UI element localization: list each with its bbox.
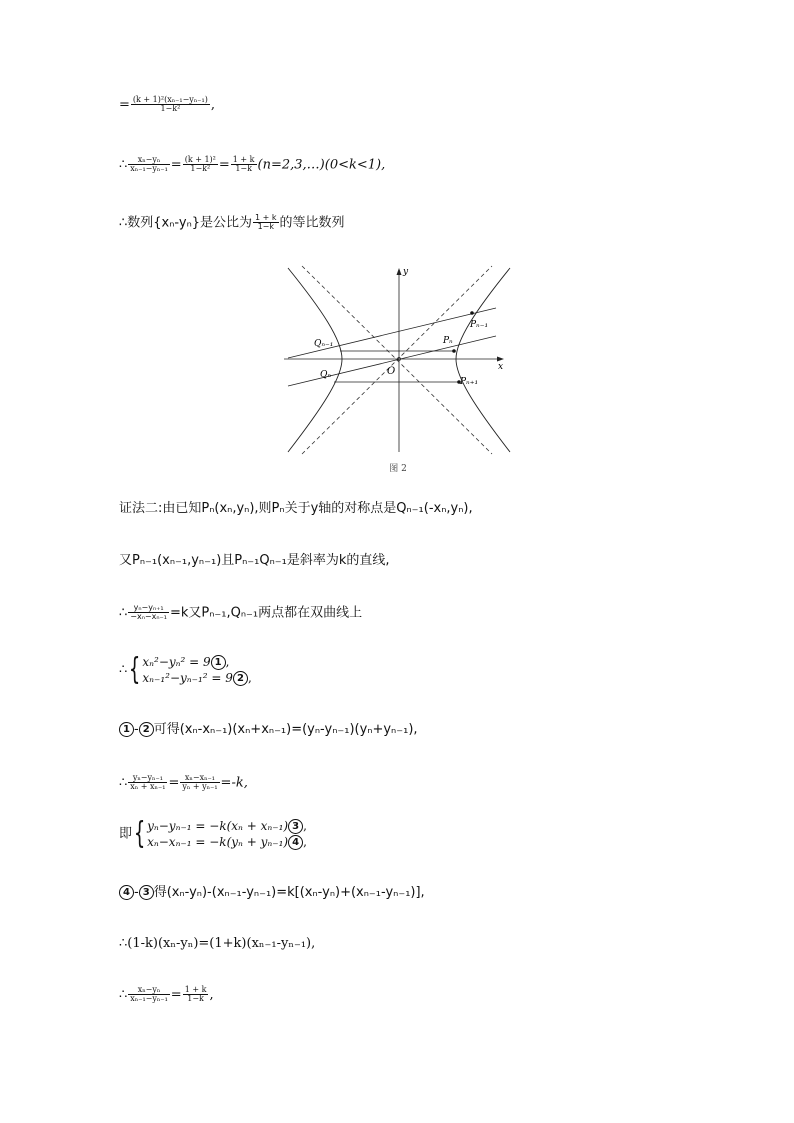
x-axis-arrow: [497, 357, 504, 362]
label-origin: O: [387, 366, 396, 377]
left-brace: {: [129, 652, 141, 688]
fraction-right: $\frac{\text{xₙ−xₙ₋₁}}{\text{yₙ + yₙ₋₁}}$: [182, 773, 218, 792]
slope-statement-line: 又Pₙ₋₁(xₙ₋₁,yₙ₋₁)且Pₙ₋₁Qₙ₋₁是斜率为k的直线,: [119, 553, 390, 568]
point-p-n: [452, 349, 456, 353]
hyperbola-system-line: ∴{ xₙ²−yₙ² = 9 1 , xₙ₋₁²−yₙ₋₁² = 9 2 ,: [119, 652, 252, 688]
final-ratio-line: ∴ $\frac{\text{xₙ−yₙ}}{\text{xₙ₋₁−yₙ₋₁}}$ = $\frac{1 + k}{1-k}$ ,: [119, 985, 214, 1004]
fraction-left: $\frac{\text{xₙ−yₙ}}{\text{xₙ₋₁−yₙ₋₁}}$: [130, 985, 168, 1004]
circled-number-1: 1: [211, 655, 226, 670]
label-x: x: [498, 362, 504, 372]
label-p-n-minus-1: Pₙ₋₁: [470, 320, 489, 330]
left-brace: {: [133, 816, 146, 852]
factored-line: ∴(1-k)(xₙ-yₙ)=(1+k)(xₙ₋₁-yₙ₋₁),: [119, 936, 316, 951]
fraction-right: $\frac{1 + k}{1-k}$: [184, 985, 207, 1004]
slope-fraction: $\frac{\text{yₙ−yₙ₊₁}}{\text{−xₙ−xₙ₋₁}}$: [130, 603, 167, 622]
equation-system: xₙ²−yₙ² = 9 1 , xₙ₋₁²−yₙ₋₁² = 9 2 ,: [142, 655, 252, 686]
point-p-n-minus-1: [470, 311, 474, 315]
label-q-n: Qₙ: [320, 370, 332, 380]
difference-line: 4 - 3 得(xₙ-yₙ)-(xₙ₋₁-yₙ₋₁)=k[(xₙ-yₙ)+(xₙ₋₁-yₙ₋₁)],: [119, 885, 425, 900]
fraction-left: $\frac{\text{xₙ−yₙ}}{\text{xₙ₋₁−yₙ₋₁}}$: [130, 155, 168, 174]
label-p-n-plus-1: Pₙ₊₁: [460, 377, 479, 387]
label-q-n-minus-1: Qₙ₋₁: [314, 339, 334, 349]
therefore-sign: ∴: [119, 157, 128, 173]
y-axis-arrow: [397, 268, 402, 275]
line-q-n1-p-n1: [288, 308, 496, 358]
circled-number-1: 1: [119, 722, 134, 737]
hyperbola-left-branch: [288, 268, 342, 452]
figure-caption: 图 2: [389, 464, 407, 474]
conclusion-line: ∴数列{xₙ-yₙ}是公比为 $\frac{1 + k}{1-k}$ 的等比数列: [119, 213, 345, 232]
ratio-equation-line: ∴ $\frac{\text{yₙ−yₙ₋₁}}{\text{xₙ + xₙ₋₁}}$ = $\frac{\text{xₙ−xₙ₋₁}}{\text{yₙ + yₙ₋₁}}$ =-k,: [119, 773, 248, 792]
fraction: $\frac{\text{(k + 1)²(xₙ₋₁−yₙ₋₁)}}{\text{1−k²}}$: [132, 95, 208, 114]
label-p-n: Pₙ: [443, 336, 453, 346]
circled-number-3: 3: [288, 819, 303, 834]
formula-line-1: = $\frac{\text{(k + 1)²(xₙ₋₁−yₙ₋₁)}}{\text{1−k²}}$ ,: [119, 95, 215, 114]
ratio-fraction: $\frac{1 + k}{1-k}$: [255, 213, 277, 232]
fraction-middle: $\frac{\text{(k + 1)²}}{\text{1−k²}}$: [184, 155, 216, 174]
proof-method-two-line: 证法二:由已知Pₙ(xₙ,yₙ),则Pₙ关于y轴的对称点是Qₙ₋₁(-xₙ,yₙ),: [119, 501, 473, 516]
hyperbola-right-branch: [456, 268, 510, 452]
fraction-left: $\frac{\text{yₙ−yₙ₋₁}}{\text{xₙ + xₙ₋₁}}$: [130, 773, 166, 792]
slope-equation-line: ∴ $\frac{\text{yₙ−yₙ₊₁}}{\text{−xₙ−xₙ₋₁}}$ =k又Pₙ₋₁,Qₙ₋₁两点都在双曲线上: [119, 603, 363, 622]
equals-sign: =: [119, 97, 130, 113]
formula-line-2: ∴ $\frac{\text{xₙ−yₙ}}{\text{xₙ₋₁−yₙ₋₁}}$ = $\frac{\text{(k + 1)²}}{\text{1−k²}}$ = $\frac{1 + k}{1-k}$ (n=2,3,…)(0<k<1),: [119, 155, 386, 174]
fraction-right: $\frac{1 + k}{1-k}$: [232, 155, 255, 174]
equation-system: yₙ−yₙ₋₁ = −k(xₙ + xₙ₋₁) 3 , xₙ−xₙ₋₁ = −k(yₙ + yₙ₋₁) 4 ,: [147, 819, 307, 850]
circled-number-2: 2: [139, 722, 154, 737]
circled-number-3: 3: [139, 885, 154, 900]
hyperbola-figure: [282, 262, 514, 458]
label-y: y: [403, 267, 409, 277]
circled-number-4: 4: [288, 835, 303, 850]
linear-system-line: 即{ yₙ−yₙ₋₁ = −k(xₙ + xₙ₋₁) 3 , xₙ−xₙ₋₁ = −k(yₙ + yₙ₋₁) 4 ,: [119, 816, 307, 852]
subtract-equations-line: 1 - 2 可得(xₙ-xₙ₋₁)(xₙ+xₙ₋₁)=(yₙ-yₙ₋₁)(yₙ+yₙ₋₁),: [119, 722, 418, 737]
circled-number-4: 4: [119, 885, 134, 900]
circled-number-2: 2: [233, 671, 248, 686]
